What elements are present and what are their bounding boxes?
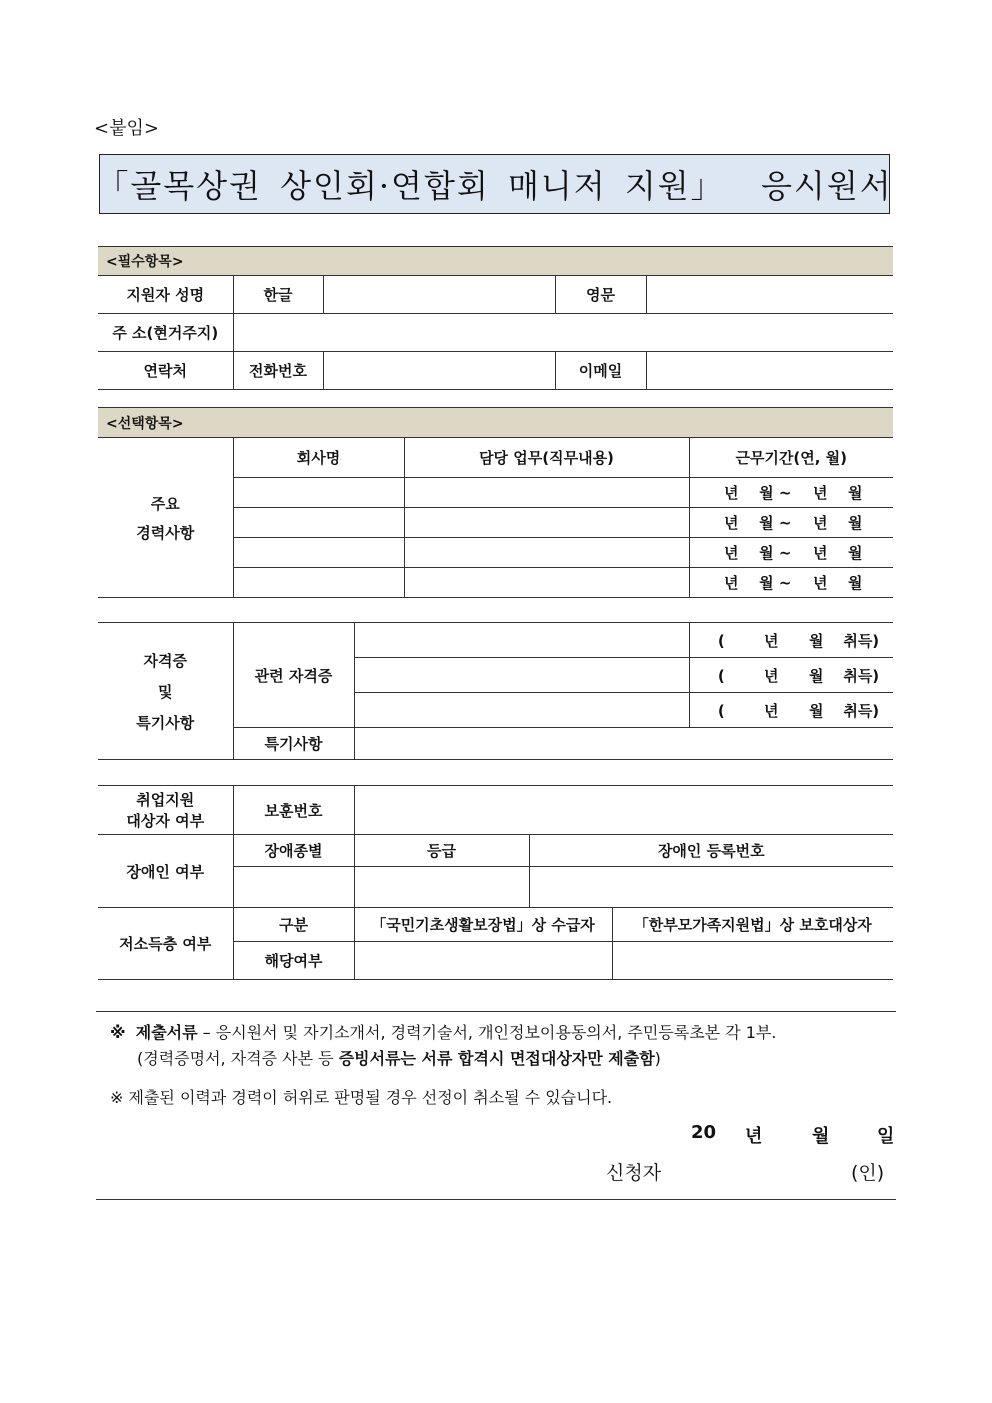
certificate-label-line1: 자격증 <box>143 651 187 670</box>
single-parent-header: 「한부모가족지원법」상 보호대상자 <box>612 908 893 942</box>
note-evidence-line <box>137 1046 661 1069</box>
single-parent-field[interactable] <box>612 942 893 980</box>
period-header: 근무기간(연, 월) <box>689 438 893 478</box>
duty-field[interactable] <box>404 478 689 508</box>
disability-type-header: 장애종별 <box>233 835 354 867</box>
acquired-year: 년 <box>764 701 779 720</box>
disability-label: 장애인 여부 <box>98 835 233 908</box>
eligibility-section-table <box>98 785 893 980</box>
period-month-start: 월 ~ <box>759 484 792 502</box>
disability-type-field[interactable] <box>233 867 354 908</box>
note-documents-bold: 제출서류 <box>135 1023 198 1042</box>
notes-bottom-divider <box>96 1199 896 1200</box>
period-month-end: 월 <box>848 514 863 532</box>
certificate-name-field[interactable] <box>354 693 689 728</box>
certificate-section-table <box>98 622 893 760</box>
company-field[interactable] <box>233 478 404 508</box>
note-false-information: ※ 제출된 이력과 경력이 허위로 판명될 경우 선정이 취소될 수 있습니다. <box>110 1088 613 1107</box>
certificate-date-field[interactable] <box>689 623 893 658</box>
date-day-unit: 일 <box>877 1126 895 1147</box>
special-notes-field[interactable] <box>354 728 893 760</box>
paren-open: ( <box>717 701 725 720</box>
period-year-start: 년 <box>724 574 739 592</box>
period-year-end: 년 <box>813 544 828 562</box>
special-notes-label: 특기사항 <box>233 728 354 760</box>
period-month-start: 월 ~ <box>759 514 792 532</box>
period-field[interactable] <box>689 568 893 598</box>
required-section-heading: <필수항목> <box>98 247 893 276</box>
form-title <box>96 154 893 214</box>
grade-header: 등급 <box>354 835 529 867</box>
career-label <box>98 438 233 598</box>
applicant-name-label: 지원자 성명 <box>98 276 233 314</box>
period-field[interactable] <box>689 478 893 508</box>
period-year-end: 년 <box>813 514 828 532</box>
phone-label: 전화번호 <box>233 352 323 390</box>
veteran-number-field[interactable] <box>354 786 893 835</box>
required-section-table <box>98 246 893 390</box>
basic-livelihood-header: 「국민기초생활보장법」상 수급자 <box>354 908 612 942</box>
address-field[interactable] <box>233 314 893 352</box>
certificate-label <box>98 623 233 760</box>
optional-section-heading: <선택항목> <box>98 408 893 438</box>
english-name-field[interactable] <box>646 276 893 314</box>
employment-support-label-line1: 취업지원 <box>136 791 195 809</box>
period-month-start: 월 ~ <box>759 574 792 592</box>
duty-field[interactable] <box>404 508 689 538</box>
note-evidence-bold: 증빙서류는 서류 합격시 면접대상자만 제출함 <box>338 1049 655 1068</box>
career-section-table <box>98 407 893 598</box>
period-month-end: 월 <box>848 574 863 592</box>
applicable-label: 해당여부 <box>233 942 354 980</box>
company-field[interactable] <box>233 538 404 568</box>
period-month-end: 월 <box>848 484 863 502</box>
english-name-label: 영문 <box>555 276 646 314</box>
basic-livelihood-field[interactable] <box>354 942 612 980</box>
grade-field[interactable] <box>354 867 529 908</box>
acquired-year: 년 <box>764 631 779 650</box>
acquired-month: 월 <box>809 701 824 720</box>
date-year-unit: 년 <box>745 1126 763 1147</box>
period-field[interactable] <box>689 508 893 538</box>
certificate-date-field[interactable] <box>689 658 893 693</box>
employment-support-label-line2: 대상자 여부 <box>126 812 205 830</box>
note-submission-documents <box>110 1020 776 1043</box>
address-label: 주 소(현거주지) <box>98 314 233 352</box>
note-mark: ※ <box>110 1023 126 1042</box>
period-month-end: 월 <box>848 544 863 562</box>
phone-field[interactable] <box>323 352 555 390</box>
period-year-end: 년 <box>813 574 828 592</box>
period-month-start: 월 ~ <box>759 544 792 562</box>
certificate-name-field[interactable] <box>354 623 689 658</box>
duty-field[interactable] <box>404 538 689 568</box>
applicant-signature-label: 신청자 <box>606 1162 662 1184</box>
company-header: 회사명 <box>233 438 404 478</box>
acquired-label: 취득) <box>843 666 880 685</box>
company-field[interactable] <box>233 508 404 538</box>
note-evidence-end: ) <box>654 1049 661 1068</box>
email-field[interactable] <box>646 352 893 390</box>
period-year-start: 년 <box>724 544 739 562</box>
category-header: 구분 <box>233 908 354 942</box>
low-income-label: 저소득층 여부 <box>98 908 233 980</box>
career-label-line1: 주요 <box>150 494 180 513</box>
korean-name-field[interactable] <box>323 276 555 314</box>
certificate-date-field[interactable] <box>689 693 893 728</box>
certificate-name-field[interactable] <box>354 658 689 693</box>
period-field[interactable] <box>689 538 893 568</box>
acquired-label: 취득) <box>843 701 880 720</box>
certificate-label-line2: 및 <box>158 682 173 701</box>
certificate-label-line3: 특기사항 <box>136 713 195 732</box>
acquired-month: 월 <box>809 631 824 650</box>
company-field[interactable] <box>233 568 404 598</box>
acquired-label: 취득) <box>843 631 880 650</box>
note-documents-text: – 응시원서 및 자기소개서, 경력기술서, 개인정보이용동의서, 주민등록초본 각 1부. <box>197 1023 777 1042</box>
related-certificate-label: 관련 자격증 <box>233 623 354 728</box>
period-year-start: 년 <box>724 514 739 532</box>
date-month-unit: 월 <box>812 1126 830 1147</box>
period-year-start: 년 <box>724 484 739 502</box>
paren-open: ( <box>717 666 725 685</box>
korean-name-label: 한글 <box>233 276 323 314</box>
date-year: 20 <box>691 1122 717 1143</box>
paren-open: ( <box>717 631 725 650</box>
disability-registration-header: 장애인 등록번호 <box>529 835 893 867</box>
acquired-year: 년 <box>764 666 779 685</box>
duty-field[interactable] <box>404 568 689 598</box>
contact-label: 연락처 <box>98 352 233 390</box>
disability-registration-field[interactable] <box>529 867 893 908</box>
veteran-number-label: 보훈번호 <box>233 786 354 835</box>
employment-support-label <box>98 786 233 835</box>
duty-header: 담당 업무(직무내용) <box>404 438 689 478</box>
period-year-end: 년 <box>813 484 828 502</box>
acquired-month: 월 <box>809 666 824 685</box>
notes-top-divider <box>96 1011 896 1012</box>
seal-mark: (인) <box>851 1162 885 1184</box>
email-label: 이메일 <box>555 352 646 390</box>
career-label-line2: 경력사항 <box>136 523 195 542</box>
note-evidence-plain: (경력증명서, 자격증 사본 등 <box>137 1049 339 1068</box>
form-title-text: 「골목상권 상인회·연합회 매니저 지원」 응시원서 <box>96 167 893 205</box>
attachment-label: <붙임> <box>94 118 159 139</box>
